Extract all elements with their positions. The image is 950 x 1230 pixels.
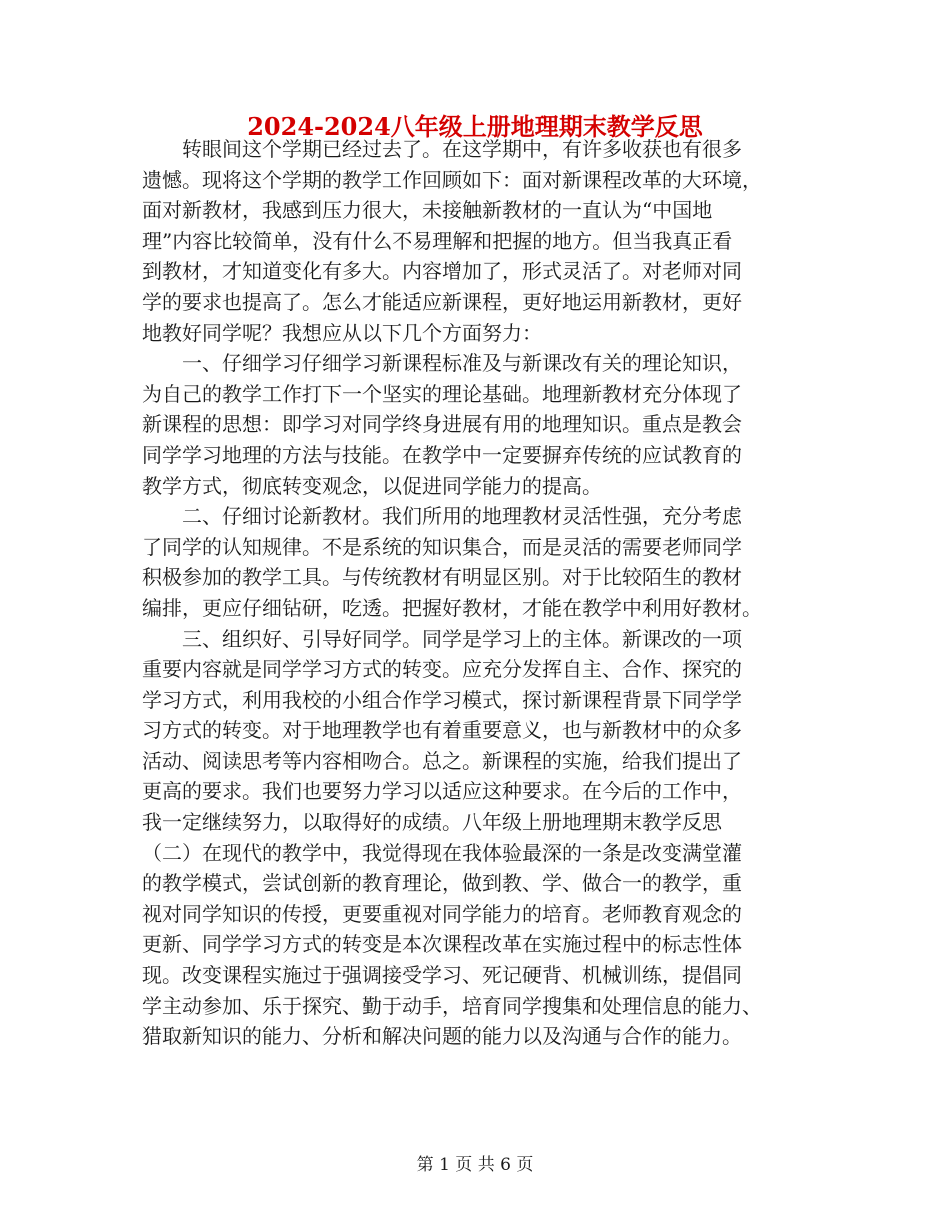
text-line: 学主动参加、乐于探究、勤于动手，培育同学搜集和处理信息的能力、 [142, 993, 762, 1018]
text-line: 二、仔细讨论新教材。我们所用的地理教材灵活性强，充分考虑 [142, 504, 742, 529]
text-line: 学的要求也提高了。怎么才能适应新课程，更好地运用新教材，更好 [142, 289, 742, 314]
text-line: 为自己的教学工作打下一个坚实的理论基础。地理新教材充分体现了 [142, 381, 742, 406]
text-line: 猎取新知识的能力、分析和解决问题的能力以及沟通与合作的能力。 [142, 1024, 742, 1049]
text-line: 的教学模式，尝试创新的教育理论，做到教、学、做合一的教学，重 [142, 871, 742, 896]
text-line: 到教材，才知道变化有多大。内容增加了，形式灵活了。对老师对同 [142, 259, 742, 284]
text-line: 更高的要求。我们也要努力学习以适应这种要求。在今后的工作中， [142, 779, 742, 804]
document-title: 2024-2024八年级上册地理期末教学反思 [247, 112, 703, 141]
text-line: 重要内容就是同学学习方式的转变。应充分发挥自主、合作、探究的 [142, 657, 742, 682]
text-line: 遗憾。现将这个学期的教学工作回顾如下：面对新课程改革的大环境， [142, 167, 762, 192]
text-line: 学习方式，利用我校的小组合作学习模式，探讨新课程背景下同学学 [142, 687, 742, 712]
text-line: 地教好同学呢？我想应从以下几个方面努力： [142, 320, 542, 345]
text-line: 现。改变课程实施过于强调接受学习、死记硬背、机械训练，提倡同 [142, 963, 742, 988]
text-line: 教学方式，彻底转变观念，以促进同学能力的提高。 [142, 473, 602, 498]
text-line: 我一定继续努力，以取得好的成绩。八年级上册地理期末教学反思 [142, 810, 722, 835]
text-line: 面对新教材，我感到压力很大，未接触新教材的一直认为“中国地 [142, 198, 713, 223]
text-line: 更新、同学学习方式的转变是本次课程改革在实施过程中的标志性体 [142, 932, 742, 957]
text-line: 编排，更应仔细钻研，吃透。把握好教材，才能在教学中利用好教材。 [142, 595, 762, 620]
text-line: 习方式的转变。对于地理教学也有着重要意义，也与新教材中的众多 [142, 718, 742, 743]
text-line: 理”内容比较简单，没有什么不易理解和把握的地方。但当我真正看 [142, 228, 733, 253]
text-line: 活动、阅读思考等内容相吻合。总之。新课程的实施，给我们提出了 [142, 748, 742, 773]
text-line: 三、组织好、引导好同学。同学是学习上的主体。新课改的一项 [142, 626, 742, 651]
text-line: 一、仔细学习仔细学习新课程标准及与新课改有关的理论知识， [142, 351, 742, 376]
text-line: （二）在现代的教学中，我觉得现在我体验最深的一条是改变满堂灌 [142, 840, 742, 865]
text-line: 转眼间这个学期已经过去了。在这学期中，有许多收获也有很多 [142, 137, 742, 161]
text-line: 视对同学知识的传授，更要重视对同学能力的培育。老师教育观念的 [142, 901, 742, 926]
document-body [142, 134, 808, 1052]
page-footer: 第 1 页 共 6 页 [416, 1155, 534, 1175]
text-line: 积极参加的教学工具。与传统教材有明显区别。对于比较陌生的教材 [142, 565, 742, 590]
text-line: 了同学的认知规律。不是系统的知识集合，而是灵活的需要老师同学 [142, 534, 742, 559]
text-line: 新课程的思想：即学习对同学终身进展有用的地理知识。重点是教会 [142, 412, 742, 437]
text-line: 同学学习地理的方法与技能。在教学中一定要摒弃传统的应试教育的 [142, 442, 742, 467]
